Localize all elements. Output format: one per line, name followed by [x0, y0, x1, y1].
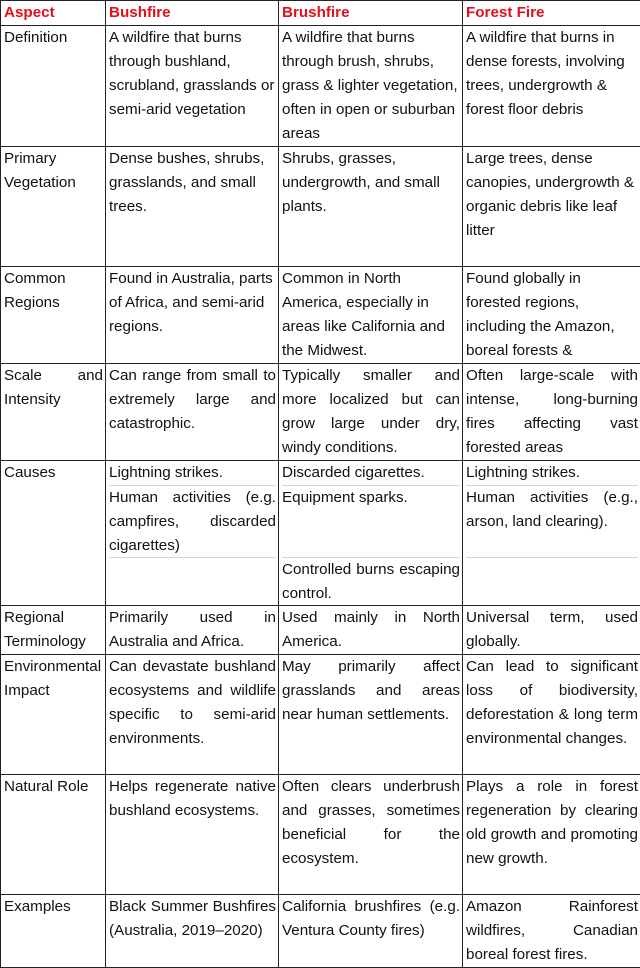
cell-bushfire — [106, 461, 279, 606]
cell-aspect: Regional Terminology — [1, 606, 106, 655]
cause-item: Lightning strikes. — [109, 461, 276, 485]
cause-item: Human activities (e.g. campfires, discarded cigarettes) — [109, 485, 276, 557]
row-environmental-impact — [1, 655, 640, 775]
cell-bushfire: Helps regenerate native bushland ecosystems. — [106, 775, 279, 895]
cell-brushfire: Used mainly in North America. — [279, 606, 463, 655]
cell-aspect: Natural Role — [1, 775, 106, 895]
header-row — [1, 1, 640, 26]
cell-bushfire: A wildfire that burns through bushland, scrubland, grasslands or semi-arid vegetation — [106, 26, 279, 147]
cell-aspect: Scale and Intensity — [1, 364, 106, 461]
row-common-regions — [1, 267, 640, 364]
cell-bushfire: Dense bushes, shrubs, grasslands, and small trees. — [106, 147, 279, 267]
cell-bushfire: Black Summer Bushfires (Australia, 2019–2020) — [106, 895, 279, 968]
cell-aspect: Definition — [1, 26, 106, 147]
cell-brushfire: Common in North America, especially in areas like California and the Midwest. — [279, 267, 463, 364]
row-examples — [1, 895, 640, 968]
cause-item: Equipment sparks. — [282, 485, 460, 557]
cell-brushfire: California brushfires (e.g. Ventura County fires) — [279, 895, 463, 968]
cell-aspect: Common Regions — [1, 267, 106, 364]
cell-aspect: Causes — [1, 461, 106, 606]
cell-aspect: Primary Vegetation — [1, 147, 106, 267]
cell-bushfire: Can devastate bushland ecosystems and wildlife specific to semi-arid environments. — [106, 655, 279, 775]
cell-brushfire — [279, 461, 463, 606]
cell-brushfire: Typically smaller and more localized but can grow large under dry, windy conditions. — [279, 364, 463, 461]
cell-forest-fire: Found globally in forested regions, including the Amazon, boreal forests & — [463, 267, 640, 364]
cell-brushfire: May primarily affect grasslands and areas near human settlements. — [279, 655, 463, 775]
cell-forest-fire: Often large-scale with intense, long-burning fires affecting vast forested areas — [463, 364, 640, 461]
cell-forest-fire: Amazon Rainforest wildfires, Canadian boreal forest fires. — [463, 895, 640, 968]
header-aspect: Aspect — [1, 1, 106, 26]
cell-brushfire: Often clears underbrush and grasses, sometimes beneficial for the ecosystem. — [279, 775, 463, 895]
cause-item: Discarded cigarettes. — [282, 461, 460, 485]
row-definition — [1, 26, 640, 147]
cell-forest-fire: Universal term, used globally. — [463, 606, 640, 655]
header-brushfire: Brushfire — [279, 1, 463, 26]
cell-forest-fire: Can lead to significant loss of biodiversity, deforestation & long term environmental changes. — [463, 655, 640, 775]
cause-item — [466, 557, 638, 605]
cell-forest-fire: Large trees, dense canopies, undergrowth & organic debris like leaf litter — [463, 147, 640, 267]
cell-bushfire: Can range from small to extremely large and catastrophic. — [106, 364, 279, 461]
cell-brushfire: A wildfire that burns through brush, shrubs, grass & lighter vegetation, often in open or suburban areas — [279, 26, 463, 147]
cell-aspect: Examples — [1, 895, 106, 968]
header-bushfire: Bushfire — [106, 1, 279, 26]
cell-aspect: Environmental Impact — [1, 655, 106, 775]
cause-item: Controlled burns escaping control. — [282, 557, 460, 605]
row-scale-intensity — [1, 364, 640, 461]
row-primary-vegetation — [1, 147, 640, 267]
cell-forest-fire: Plays a role in forest regeneration by clearing old growth and promoting new growth. — [463, 775, 640, 895]
cause-item — [109, 557, 276, 605]
cell-forest-fire: A wildfire that burns in dense forests, involving trees, undergrowth & forest floor debris — [463, 26, 640, 147]
cell-forest-fire — [463, 461, 640, 606]
row-natural-role — [1, 775, 640, 895]
cause-item: Human activities (e.g., arson, land clearing). — [466, 485, 638, 557]
cause-item: Lightning strikes. — [466, 461, 638, 485]
header-forest-fire: Forest Fire — [463, 1, 640, 26]
row-causes — [1, 461, 640, 606]
row-regional-terminology — [1, 606, 640, 655]
cell-brushfire: Shrubs, grasses, undergrowth, and small plants. — [279, 147, 463, 267]
cell-bushfire: Primarily used in Australia and Africa. — [106, 606, 279, 655]
cell-bushfire: Found in Australia, parts of Africa, and semi-arid regions. — [106, 267, 279, 364]
